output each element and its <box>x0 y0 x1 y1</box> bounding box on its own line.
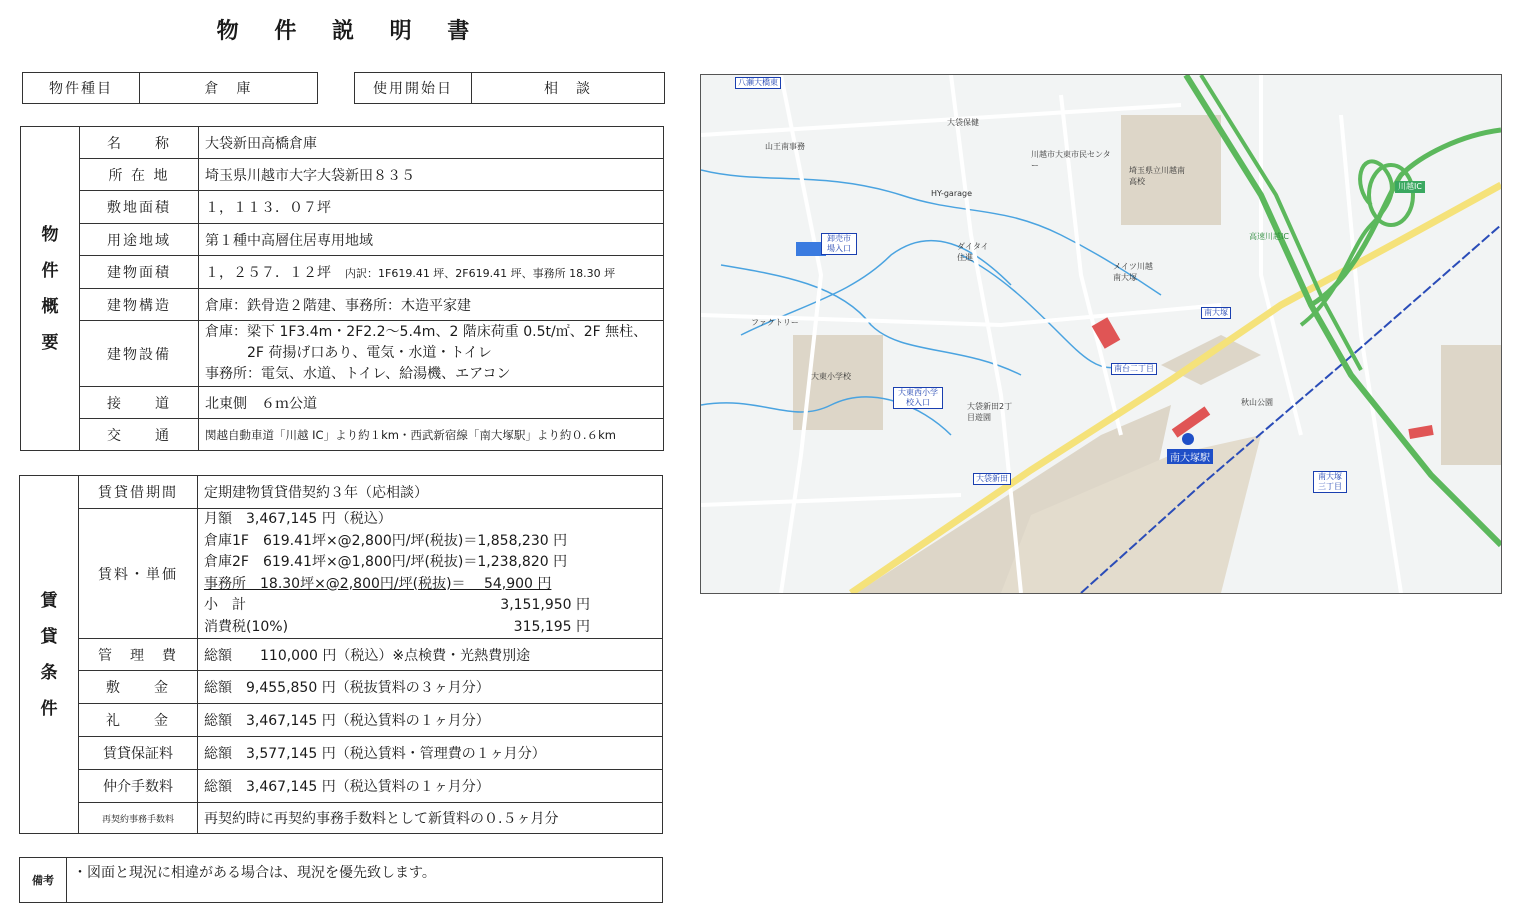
overview-table <box>20 126 664 451</box>
site-area-value: １，１１３．０７坪 <box>199 191 664 224</box>
map-label-otsuka-3chome: 南大塚三丁目 <box>1313 471 1347 493</box>
access-value: 関越自動車道「川越 IC」より約１km・西武新宿線「南大塚駅」より約０.６km <box>199 419 664 451</box>
access-label: 交 通 <box>80 419 199 451</box>
key-money-label: 礼 金 <box>79 704 198 737</box>
zoning-value: 第１種中高層住居専用地域 <box>199 224 664 256</box>
structure-value: 倉庫：鉄骨造２階建、事務所：木造平家建 <box>199 289 664 321</box>
brokerage-fee-label: 仲介手数料 <box>79 770 198 803</box>
remarks-label: 備考 <box>20 858 67 903</box>
map-label-health: 大袋保健 <box>947 118 979 127</box>
brokerage-fee-value: 総額 3,467,145 円（税込賃料の１ヶ月分） <box>198 770 663 803</box>
property-type-table <box>22 72 318 104</box>
remarks-table <box>19 857 663 903</box>
floor-area-value: １，２５７．１２坪 内訳：1F619.41 坪、2F619.41 坪、事務所 18.30 坪 <box>199 256 664 289</box>
map-label-factory: ファクトリー <box>751 318 799 327</box>
map-label-hasebashi: 八瀬大橋東 <box>735 77 781 89</box>
facilities-label: 建物設備 <box>80 321 199 387</box>
lease-table <box>19 475 663 834</box>
rent-label: 賃料・単価 <box>79 509 198 639</box>
site-area-label: 敷地面積 <box>80 191 199 224</box>
guarantee-fee-label: 賃貸保証料 <box>79 737 198 770</box>
guarantee-fee-value: 総額 3,577,145 円（税込賃料・管理費の１ヶ月分） <box>198 737 663 770</box>
map-label-office: 山王南事務 <box>765 142 805 151</box>
management-fee-value: 総額 110,000 円（税込）※点検費・光熱費別途 <box>198 639 663 671</box>
map-label-minami-otsuka: 南大塚 <box>1201 307 1231 319</box>
name-value: 大袋新田高橋倉庫 <box>199 127 664 159</box>
start-date-value: 相 談 <box>472 73 665 104</box>
renewal-fee-label: 再契約事務手数料 <box>79 803 198 834</box>
address-value: 埼玉県川越市大字大袋新田８３５ <box>199 159 664 191</box>
property-type-label: 物件種目 <box>23 73 140 104</box>
deposit-value: 総額 9,455,850 円（税抜賃料の３ヶ月分） <box>198 671 663 704</box>
floor-area-note: 内訳：1F619.41 坪、2F619.41 坪、事務所 18.30 坪 <box>345 267 616 280</box>
map-label-daitai: ダイタイ住進 <box>957 242 989 262</box>
lease-period-label: 賃貸借期間 <box>79 476 198 509</box>
address-label: 所 在 地 <box>80 159 199 191</box>
map-label-ofukuro-shinden: 大袋新田 <box>973 473 1011 485</box>
location-map[interactable] <box>700 74 1502 594</box>
map-label-hy-garage: HY-garage <box>931 189 973 198</box>
renewal-fee-value: 再契約時に再契約事務手数料として新賃料の０.５ヶ月分 <box>198 803 663 834</box>
facilities-value: 倉庫：梁下 1F3.4m・2F2.2～5.4m、2 階床荷重 0.5t/㎡、2F 無柱、 2F 荷揚げ口あり、電気・水道・トイレ 事務所：電気、水道、トイレ、給湯機、エアコン <box>199 321 664 387</box>
zoning-label: 用途地域 <box>80 224 199 256</box>
deposit-label: 敷 金 <box>79 671 198 704</box>
map-label-market-entrance: 卸売市場入口 <box>821 233 857 255</box>
remarks-value: ・図面と現況に相違がある場合は、現況を優先致します。 <box>67 858 663 903</box>
key-money-value: 総額 3,467,145 円（税込賃料の１ヶ月分） <box>198 704 663 737</box>
map-station-label: 南大塚駅 <box>1167 449 1213 464</box>
map-label-civic-center: 川越市大東市民センター <box>1031 150 1111 170</box>
start-date-table <box>354 72 665 104</box>
map-label-daito-school: 大東小学校 <box>811 372 851 381</box>
floor-area-label: 建物面積 <box>80 256 199 289</box>
map-label-expressway-ic: 高速川越IC <box>1249 232 1289 241</box>
structure-label: 建物構造 <box>80 289 199 321</box>
road-value: 北東側 ６ｍ公道 <box>199 387 664 419</box>
map-label-park: 大袋新田2丁目遊園 <box>967 402 1013 422</box>
map-label-minamidai: 南台二丁目 <box>1111 363 1157 375</box>
management-fee-label: 管 理 費 <box>79 639 198 671</box>
overview-section-label: 物 件 概 要 <box>21 127 80 451</box>
start-date-label: 使用開始日 <box>355 73 472 104</box>
map-label-akiyama: 秋山公園 <box>1241 398 1273 407</box>
rent-value: 月額 3,467,145 円（税込） 倉庫1F 619.41坪×@2,800円/坪(税抜)＝1,858,230 円 倉庫2F 619.41坪×@1,800円/坪(税抜)＝1,238,820 円 事務所 18.30坪×@2,800円/坪(税抜)＝ 54,900 円 小 計 3,151,950 円 消費税(10%) 315,195 円 <box>198 509 663 639</box>
page-title: 物 件 説 明 書 <box>216 19 484 44</box>
map-label-school: 埼玉県立川越南高校 <box>1129 166 1185 186</box>
map-label-kawagoe-ic: 川越IC <box>1395 181 1425 193</box>
map-label-daito-nishi: 大東西小学校入口 <box>893 387 943 409</box>
lease-period-value: 定期建物賃貸借契約３年（応相談） <box>198 476 663 509</box>
name-label: 名 称 <box>80 127 199 159</box>
lease-section-label: 賃 貸 条 件 <box>20 476 79 834</box>
map-label-meitsu: メイツ川越南大塚 <box>1113 262 1153 282</box>
property-type-value: 倉 庫 <box>140 73 318 104</box>
road-label: 接 道 <box>80 387 199 419</box>
